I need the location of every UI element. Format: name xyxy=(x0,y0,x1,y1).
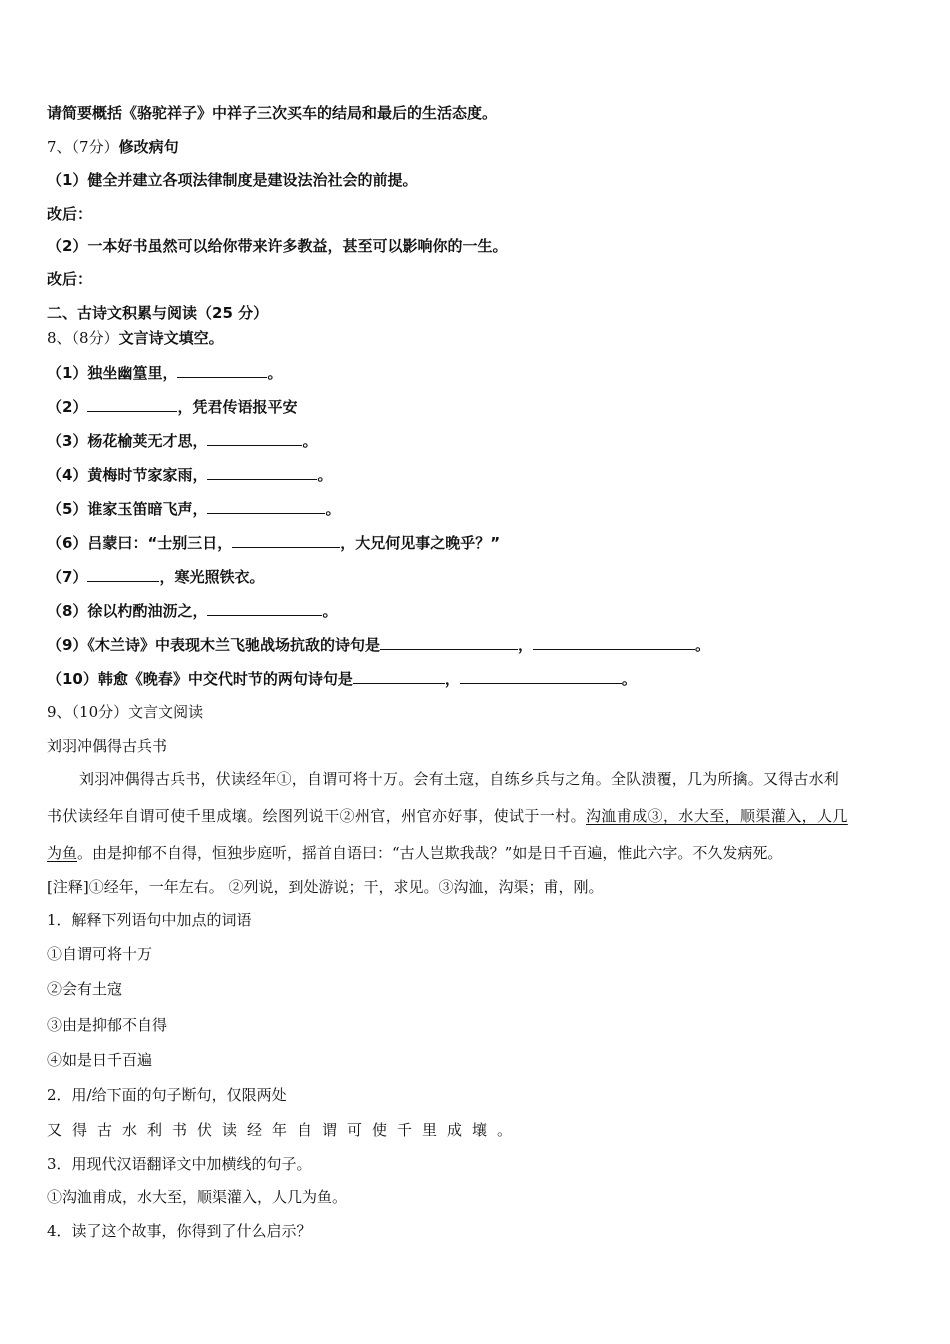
q8-score: （8分） xyxy=(71,329,119,347)
answer-blank[interactable] xyxy=(380,634,518,650)
q7-heading xyxy=(47,137,907,157)
sub-question-1-item: ②会有土寇 xyxy=(47,980,123,998)
q7-title: 修改病句 xyxy=(118,138,179,156)
q8-item-3: （3）杨花榆荚无才思， 。 xyxy=(47,432,318,450)
q8-title: 文言诗文填空。 xyxy=(118,329,224,347)
q8-item-10: （10）韩愈《晚春》中交代时节的两句诗句是 ， 。 xyxy=(47,670,637,688)
q9-number: 9、 xyxy=(47,703,72,721)
passage-note: [注释]①经年，一年左右。 ②列说，到处游说；干，求见。③沟洫，沟渠；甫，刚。 xyxy=(47,878,604,896)
sub-question-1-title: 1．解释下列语句中加点的词语 xyxy=(47,911,252,929)
q8-item-1: （1）独坐幽篁里， 。 xyxy=(47,364,283,382)
answer-blank[interactable] xyxy=(177,362,267,378)
q7-item-1: （1）健全并建立各项法律制度是建设法治社会的前提。 xyxy=(47,171,418,189)
q8-item-8: （8）徐以杓酌油沥之， 。 xyxy=(47,602,338,620)
q7-number: 7、 xyxy=(47,138,72,156)
q7-item-1-revision-label: 改后： xyxy=(47,205,93,223)
answer-blank[interactable] xyxy=(207,498,325,514)
answer-blank[interactable] xyxy=(87,396,177,412)
sub-question-1-item: ①自谓可将十万 xyxy=(47,945,153,963)
q8-item-4: （4）黄梅时节家家雨， 。 xyxy=(47,466,333,484)
sub-question-2-sentence: 又得古水利书伏读经年自谓可使千里成壤。 xyxy=(47,1121,523,1139)
answer-blank[interactable] xyxy=(207,430,302,446)
answer-blank[interactable] xyxy=(460,668,622,684)
q7-item-2: （2）一本好书虽然可以给你带来许多教益，甚至可以影响你的一生。 xyxy=(47,237,508,255)
q8-item-7: （7） ，寒光照铁衣。 xyxy=(47,568,265,586)
q7-item-2-revision-label: 改后： xyxy=(47,270,93,288)
q9-heading xyxy=(47,702,907,722)
passage-title: 刘羽冲偶得古兵书 xyxy=(47,737,168,755)
passage-line-2: 书伏读经年自谓可使千里成壤。绘图列说干②州官，州官亦好事，使试于一村。沟洫甫成③，水大至，顺渠灌入，人几 xyxy=(47,807,848,825)
q6-prompt: 请简要概括《骆驼祥子》中祥子三次买车的结局和最后的生活态度。 xyxy=(47,104,498,122)
passage-line-3: 为鱼。由是抑郁不自得，恒独步庭听，摇首自语曰：“古人岂欺我哉？”如是日千百遍，惟此六字。不久发病死。 xyxy=(47,844,783,862)
passage-line-1: 刘羽冲偶得古兵书，伏读经年①，自谓可将十万。会有土寇，自练乡兵与之角。全队溃覆，几为所擒。又得古水利 xyxy=(79,770,840,788)
q8-number: 8、 xyxy=(47,329,72,347)
q8-item-2: （2） ，凭君传语报平安 xyxy=(47,398,298,416)
q9-score: （10分） xyxy=(71,703,129,721)
answer-blank[interactable] xyxy=(533,634,695,650)
sub-question-2-title: 2．用/给下面的句子断句，仅限两处 xyxy=(47,1086,287,1104)
underlined-sentence: 为鱼 xyxy=(47,844,78,862)
section-2-title: 二、古诗文积累与阅读（25 分） xyxy=(47,304,269,322)
sub-question-3-title: 3．用现代汉语翻译文中加横线的句子。 xyxy=(47,1155,312,1173)
q7-score: （7分） xyxy=(71,138,119,156)
sub-question-1-item: ④如是日千百遍 xyxy=(47,1051,153,1069)
sub-question-4-title: 4．读了这个故事，你得到了什么启示？ xyxy=(47,1222,312,1240)
q8-item-6: （6）吕蒙曰：“士别三日， ，大兄何见事之晚乎？” xyxy=(47,534,501,552)
answer-blank[interactable] xyxy=(232,532,340,548)
q8-heading xyxy=(47,328,907,348)
q8-item-9: （9）《木兰诗》中表现木兰飞驰战场抗敌的诗句是 ， 。 xyxy=(47,636,710,654)
sub-question-1-item: ③由是抑郁不自得 xyxy=(47,1016,168,1034)
answer-blank[interactable] xyxy=(353,668,445,684)
answer-blank[interactable] xyxy=(207,600,322,616)
answer-blank[interactable] xyxy=(207,464,317,480)
answer-blank[interactable] xyxy=(87,566,159,582)
sub-question-3-sentence: ①沟洫甫成，水大至，顺渠灌入，人几为鱼。 xyxy=(47,1188,348,1206)
q9-title: 文言文阅读 xyxy=(128,703,204,721)
q8-item-5: （5）谁家玉笛暗飞声， 。 xyxy=(47,500,341,518)
underlined-sentence: 沟洫甫成③，水大至，顺渠灌入，人几 xyxy=(586,807,848,825)
